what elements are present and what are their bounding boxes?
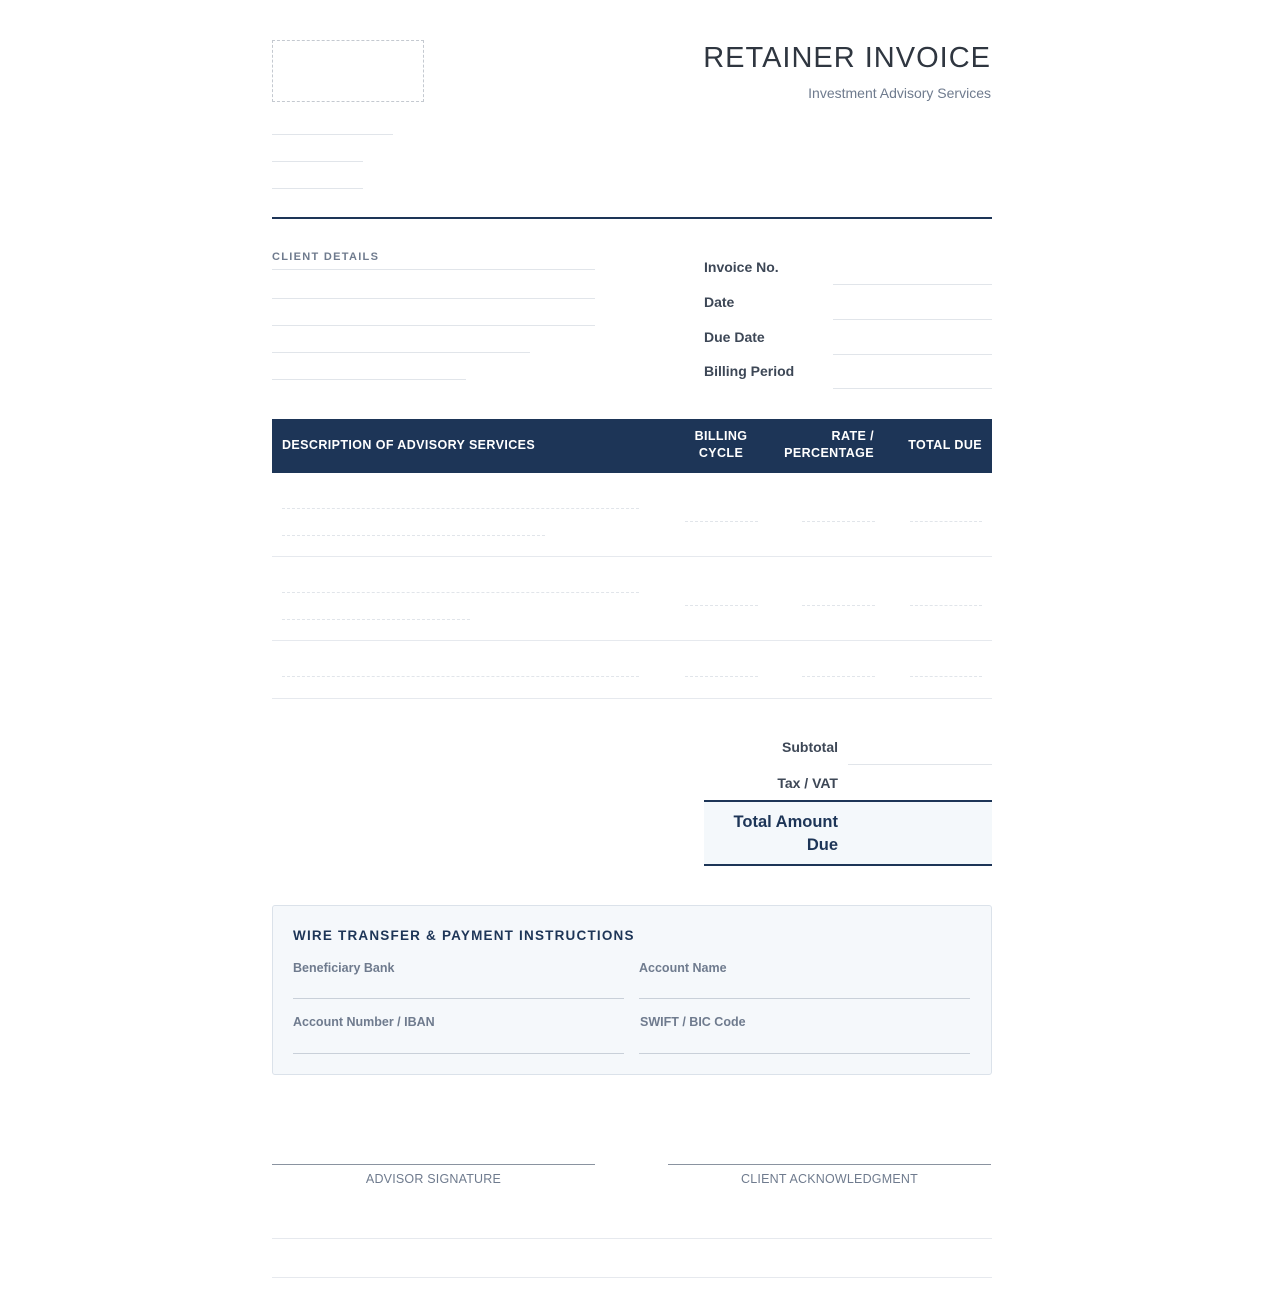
subtotal-field[interactable] — [848, 764, 992, 765]
total-amount-due-label: Total Amount Due — [733, 813, 838, 854]
due-date-label: Due Date — [704, 329, 765, 345]
billing-cycle-field[interactable] — [685, 605, 758, 606]
client-acknowledgment-label: CLIENT ACKNOWLEDGMENT — [741, 1172, 918, 1186]
total-due-field[interactable] — [910, 676, 982, 677]
company-address-line[interactable] — [272, 188, 363, 189]
billing-cycle-field[interactable] — [685, 676, 758, 677]
company-address-line[interactable] — [272, 161, 363, 162]
column-header-rate-line1: RATE / — [831, 429, 874, 443]
invoice-number-field[interactable] — [833, 284, 992, 285]
service-description-field[interactable] — [282, 619, 470, 620]
invoice-number-label: Invoice No. — [704, 259, 779, 275]
logo-placeholder — [272, 40, 424, 102]
service-description-field[interactable] — [282, 535, 545, 536]
account-number-field[interactable] — [293, 1053, 624, 1054]
header-divider — [272, 217, 992, 219]
footer-divider — [272, 1238, 992, 1239]
footer-divider — [272, 1277, 992, 1278]
total-amount-due-box — [704, 800, 992, 866]
account-number-label: Account Number / IBAN — [293, 1015, 435, 1029]
column-header-billing-cycle-line1: BILLING — [694, 429, 748, 443]
client-detail-line[interactable] — [272, 379, 466, 380]
rate-field[interactable] — [802, 605, 875, 606]
service-description-field[interactable] — [282, 676, 639, 677]
beneficiary-bank-label: Beneficiary Bank — [293, 961, 395, 975]
company-address-line[interactable] — [272, 134, 393, 135]
table-row-divider — [272, 640, 992, 641]
column-header-rate — [782, 428, 874, 462]
billing-period-field[interactable] — [833, 388, 992, 389]
tax-label: Tax / VAT — [777, 775, 838, 791]
client-acknowledgment-line[interactable] — [668, 1164, 991, 1165]
client-detail-line[interactable] — [272, 352, 530, 353]
service-description-field[interactable] — [282, 508, 639, 509]
client-detail-line[interactable] — [272, 269, 595, 270]
billing-period-label: Billing Period — [704, 363, 795, 379]
beneficiary-bank-field[interactable] — [293, 998, 624, 999]
swift-code-field[interactable] — [639, 1053, 970, 1054]
due-date-field[interactable] — [833, 354, 992, 355]
column-header-total-due: TOTAL DUE — [908, 438, 982, 452]
client-detail-line[interactable] — [272, 298, 595, 299]
invoice-title: RETAINER INVOICE — [703, 42, 991, 74]
column-header-billing-cycle-line2: CYCLE — [698, 446, 744, 460]
invoice-subtitle: Investment Advisory Services — [808, 85, 991, 101]
swift-code-label: SWIFT / BIC Code — [640, 1015, 746, 1029]
total-due-field[interactable] — [910, 605, 982, 606]
service-description-field[interactable] — [282, 592, 639, 593]
column-header-rate-line2: PERCENTAGE — [784, 446, 874, 460]
rate-field[interactable] — [802, 676, 875, 677]
column-header-billing-cycle — [688, 428, 754, 462]
total-amount-due-field[interactable] — [848, 802, 992, 864]
subtotal-label: Subtotal — [782, 739, 838, 755]
rate-field[interactable] — [802, 521, 875, 522]
services-table-header — [272, 419, 992, 473]
billing-cycle-field[interactable] — [685, 521, 758, 522]
advisor-signature-label: ADVISOR SIGNATURE — [365, 1172, 502, 1186]
column-header-description: DESCRIPTION OF ADVISORY SERVICES — [282, 438, 536, 452]
account-name-label: Account Name — [639, 961, 727, 975]
table-row-divider — [272, 698, 992, 699]
wire-transfer-panel — [272, 905, 992, 1075]
table-row-divider — [272, 556, 992, 557]
date-label: Date — [704, 294, 735, 310]
date-field[interactable] — [833, 319, 992, 320]
total-due-field[interactable] — [910, 521, 982, 522]
client-details-heading: CLIENT DETAILS — [272, 251, 380, 263]
advisor-signature-line[interactable] — [272, 1164, 595, 1165]
account-name-field[interactable] — [639, 998, 970, 999]
client-detail-line[interactable] — [272, 325, 595, 326]
wire-transfer-heading: WIRE TRANSFER & PAYMENT INSTRUCTIONS — [293, 928, 635, 943]
